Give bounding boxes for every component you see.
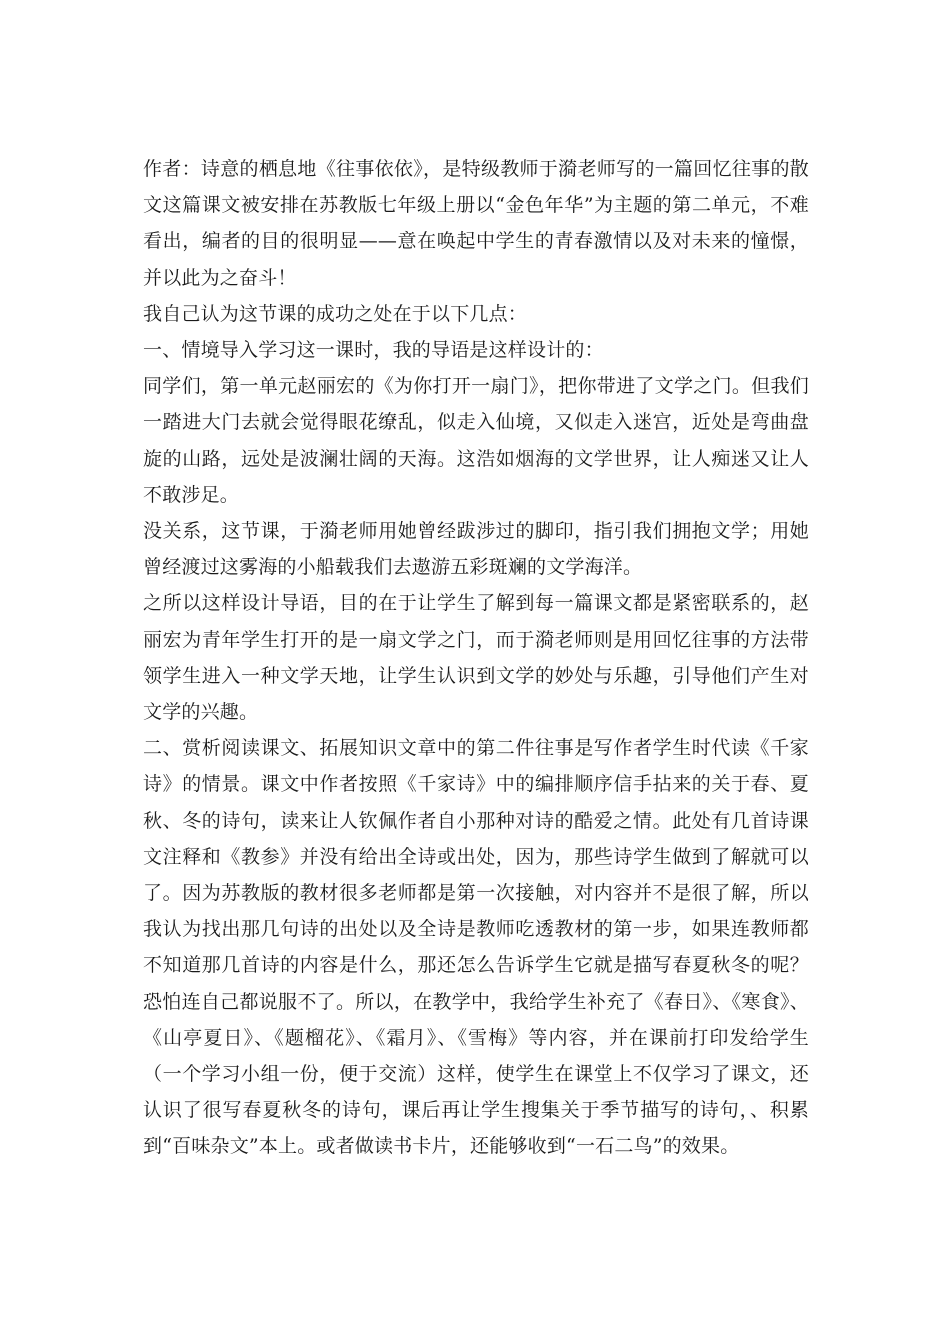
document-body (143, 151, 809, 1165)
intro-paragraph: 作者：诗意的栖息地《往事依依》，是特级教师于漪老师写的一篇回忆往事的散文这篇课文被安排在苏教版七年级上册以“金色年华”为主题的第二单元，不难看出，编者的目的很明显——意在唤起中学生的青春激情以及对未来的憧憬，并以此为之奋斗！ (143, 158, 809, 289)
section-two-text: 赏析阅读课文、拓展知识文章中的第二件往事是写作者学生时代读《千家诗》的情景。课文中作者按照《千家诗》中的编排顺序信手拈来的关于春、夏秋、冬的诗句，读来让人钦佩作者自小那种对诗的酷爱之情。此处有几首诗课文注释和《教参》并没有给出全诗或出处，因为，那些诗学生做到了解就可以了。因为苏教版的教材很多老师都是第一次接触，对内容并不是很了解，所以我认为找出那几句诗的出处以及全诗是教师吃透教材的第一步，如果连教师都不知道那几首诗的内容是什么，那还怎么告诉学生它就是描写春夏秋冬的呢？恐怕连自己都说服不了。所以，在教学中，我给学生补充了《春日》、《寒食》、《山亭夏日》、《题榴花》、《霜月》、《雪梅》等内容，并在课前打印发给学生（一个学习小组一份，便于交流）这样，使学生在课堂上不仅学习了课文，还认识了很写春夏秋冬的诗句，课后再让学生搜集关于季节描写的诗句，、积累到“百味杂文”本上。或者做读书卡片，还能够收到“一石二鸟”的效果。 (143, 737, 809, 1158)
section-one-paragraph-3: 之所以这样设计导语，目的在于让学生了解到每一篇课文都是紧密联系的，赵丽宏为青年学生打开的是一扇文学之门，而于漪老师则是用回忆往事的方法带领学生进入一种文学天地，让学生认识到文学的妙处与乐趣，引导他们产生对文学的兴趣。 (143, 592, 809, 724)
section-one-heading (143, 332, 809, 368)
section-two-number: 二、 (143, 737, 183, 760)
section-one-title: 情境导入学习这一课时，我的导语是这样设计的： (181, 339, 604, 362)
summary-line: 我自己认为这节课的成功之处在于以下几点： (143, 302, 528, 325)
section-one-number: 一、 (143, 339, 182, 362)
section-one-paragraph-2: 没关系，这节课，于漪老师用她曾经跋涉过的脚印，指引我们拥抱文学；用她曾经渡过这雾海的小船载我们去遨游五彩斑斓的文学海洋。 (143, 520, 809, 579)
section-two-paragraph (143, 730, 809, 1164)
section-one-paragraph-1: 同学们，第一单元赵丽宏的《为你打开一扇门》，把你带进了文学之门。但我们一踏进大门去就会觉得眼花缭乱，似走入仙境，又似走入迷宫，近处是弯曲盘旋的山路，远处是波澜壮阔的天海。这浩如烟海的文学世界，让人痴迷又让人不敢涉足。 (143, 375, 809, 506)
